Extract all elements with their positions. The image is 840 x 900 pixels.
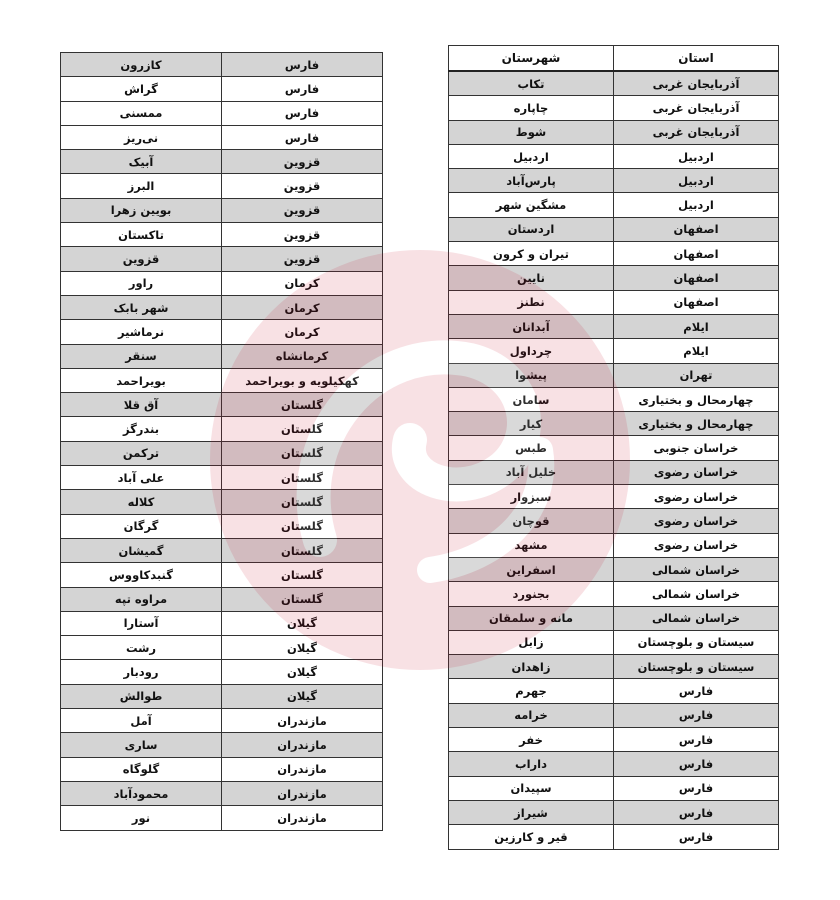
province-cell: فارس xyxy=(614,752,779,776)
province-cell: گلستان xyxy=(222,490,383,514)
city-cell: شوط xyxy=(449,120,614,144)
province-cell: فارس xyxy=(222,53,383,77)
province-cell: ایلام xyxy=(614,314,779,338)
city-cell: سبزوار xyxy=(449,485,614,509)
city-cell: خرامه xyxy=(449,703,614,727)
province-cell: کرمانشاه xyxy=(222,344,383,368)
province-cell: اصفهان xyxy=(614,266,779,290)
table-row xyxy=(61,125,383,149)
table-row xyxy=(61,781,383,805)
province-cell: گلستان xyxy=(222,393,383,417)
province-cell: سیستان و بلوچستان xyxy=(614,655,779,679)
province-cell: خراسان رضوی xyxy=(614,509,779,533)
city-cell: سنقر xyxy=(61,344,222,368)
table-row xyxy=(61,393,383,417)
city-cell: گراش xyxy=(61,77,222,101)
table-row xyxy=(61,150,383,174)
table-row xyxy=(61,636,383,660)
table-row xyxy=(449,752,779,776)
city-cell: چاپاره xyxy=(449,96,614,120)
table-row xyxy=(61,198,383,222)
table-row xyxy=(61,587,383,611)
table-row xyxy=(61,247,383,271)
table-row xyxy=(449,800,779,824)
table-row xyxy=(449,242,779,266)
city-cell: کلاله xyxy=(61,490,222,514)
table-row xyxy=(61,490,383,514)
province-cell: چهارمحال و بختیاری xyxy=(614,412,779,436)
table-row xyxy=(449,290,779,314)
table-row xyxy=(449,169,779,193)
city-cell: بجنورد xyxy=(449,582,614,606)
table-row xyxy=(449,509,779,533)
province-cell: خراسان رضوی xyxy=(614,485,779,509)
city-cell: تاکستان xyxy=(61,223,222,247)
table-row xyxy=(61,295,383,319)
city-cell: رشت xyxy=(61,636,222,660)
table-row xyxy=(61,344,383,368)
city-cell: بویراحمد xyxy=(61,368,222,392)
table-row xyxy=(61,223,383,247)
city-cell: خلیل آباد xyxy=(449,460,614,484)
province-cell: گیلان xyxy=(222,684,383,708)
table-row xyxy=(61,368,383,392)
table-row xyxy=(61,441,383,465)
city-cell: ساری xyxy=(61,733,222,757)
province-cell: فارس xyxy=(614,776,779,800)
province-cell: خراسان شمالی xyxy=(614,606,779,630)
province-cell: مازندران xyxy=(222,757,383,781)
table-row xyxy=(61,514,383,538)
city-cell: علی آباد xyxy=(61,466,222,490)
province-cell: مازندران xyxy=(222,781,383,805)
table-row xyxy=(61,271,383,295)
city-cell: پارس‌آباد xyxy=(449,169,614,193)
province-cell: ایلام xyxy=(614,339,779,363)
province-cell: گیلان xyxy=(222,611,383,635)
table-row xyxy=(449,606,779,630)
table-row xyxy=(449,144,779,168)
table-row xyxy=(61,53,383,77)
city-cell: گنبدکاووس xyxy=(61,563,222,587)
city-cell: قزوین xyxy=(61,247,222,271)
city-cell: البرز xyxy=(61,174,222,198)
province-cell: اصفهان xyxy=(614,242,779,266)
city-cell: آبیک xyxy=(61,150,222,174)
province-cell: خراسان رضوی xyxy=(614,460,779,484)
table-row xyxy=(61,563,383,587)
table-row xyxy=(449,679,779,703)
city-cell: گمیشان xyxy=(61,538,222,562)
table-row xyxy=(449,266,779,290)
table-row xyxy=(449,825,779,849)
table-row xyxy=(449,728,779,752)
table-row xyxy=(449,363,779,387)
province-cell: خراسان شمالی xyxy=(614,582,779,606)
province-cell: گلستان xyxy=(222,587,383,611)
province-cell: تهران xyxy=(614,363,779,387)
province-cell: مازندران xyxy=(222,709,383,733)
province-cell: فارس xyxy=(222,77,383,101)
city-cell: مشگین شهر xyxy=(449,193,614,217)
city-cell: کیار xyxy=(449,412,614,436)
province-cell: فارس xyxy=(614,800,779,824)
city-cell: محمودآباد xyxy=(61,781,222,805)
province-cell: خراسان شمالی xyxy=(614,557,779,581)
table-row xyxy=(61,684,383,708)
header-city: شهرستان xyxy=(449,46,614,72)
right-table xyxy=(448,45,779,850)
city-cell: جهرم xyxy=(449,679,614,703)
city-cell: گرگان xyxy=(61,514,222,538)
table-row xyxy=(61,611,383,635)
city-cell: نی‌ریز xyxy=(61,125,222,149)
table-row xyxy=(449,630,779,654)
province-cell: کرمان xyxy=(222,295,383,319)
city-cell: مانه و سلمقان xyxy=(449,606,614,630)
city-cell: شیراز xyxy=(449,800,614,824)
city-cell: اردستان xyxy=(449,217,614,241)
province-cell: گلستان xyxy=(222,441,383,465)
table-row xyxy=(61,174,383,198)
province-cell: قزوین xyxy=(222,247,383,271)
left-table xyxy=(60,52,383,831)
city-cell: طوالش xyxy=(61,684,222,708)
province-cell: فارس xyxy=(222,101,383,125)
city-cell: طبس xyxy=(449,436,614,460)
city-cell: زابل xyxy=(449,630,614,654)
table-row xyxy=(449,120,779,144)
city-cell: آمل xyxy=(61,709,222,733)
city-cell: رودبار xyxy=(61,660,222,684)
province-cell: گیلان xyxy=(222,636,383,660)
province-cell: فارس xyxy=(222,125,383,149)
city-cell: خفر xyxy=(449,728,614,752)
province-cell: گلستان xyxy=(222,563,383,587)
table-row xyxy=(449,412,779,436)
table-row xyxy=(61,806,383,830)
table-row xyxy=(61,757,383,781)
right-table-body xyxy=(449,71,779,849)
city-cell: گلوگاه xyxy=(61,757,222,781)
city-cell: کازرون xyxy=(61,53,222,77)
province-cell: سیستان و بلوچستان xyxy=(614,630,779,654)
table-row xyxy=(449,557,779,581)
province-cell: اصفهان xyxy=(614,290,779,314)
city-cell: سپیدان xyxy=(449,776,614,800)
city-cell: مشهد xyxy=(449,533,614,557)
province-cell: کرمان xyxy=(222,271,383,295)
table-row xyxy=(61,466,383,490)
city-cell: شهر بابک xyxy=(61,295,222,319)
table-row xyxy=(449,582,779,606)
table-row xyxy=(61,660,383,684)
province-cell: خراسان رضوی xyxy=(614,533,779,557)
province-cell: خراسان جنوبی xyxy=(614,436,779,460)
city-cell: بندرگز xyxy=(61,417,222,441)
table-row xyxy=(61,417,383,441)
province-cell: فارس xyxy=(614,679,779,703)
table-row xyxy=(61,709,383,733)
table-row xyxy=(449,436,779,460)
city-cell: قیر و کارزین xyxy=(449,825,614,849)
province-cell: قزوین xyxy=(222,174,383,198)
province-cell: آذربایجان غربی xyxy=(614,96,779,120)
province-cell: کهکیلویه و بویراحمد xyxy=(222,368,383,392)
province-cell: چهارمحال و بختیاری xyxy=(614,387,779,411)
province-cell: اردبیل xyxy=(614,169,779,193)
table-row xyxy=(449,71,779,96)
city-cell: نطنز xyxy=(449,290,614,314)
city-cell: پیشوا xyxy=(449,363,614,387)
table-row xyxy=(449,703,779,727)
table-row xyxy=(449,193,779,217)
table-row xyxy=(61,101,383,125)
table-header-row xyxy=(449,46,779,72)
table-row xyxy=(449,387,779,411)
city-cell: راور xyxy=(61,271,222,295)
table-row xyxy=(449,339,779,363)
city-cell: مراوه تپه xyxy=(61,587,222,611)
city-cell: تکاب xyxy=(449,71,614,96)
table-row xyxy=(449,314,779,338)
city-cell: نور xyxy=(61,806,222,830)
province-cell: گلستان xyxy=(222,417,383,441)
city-cell: قوچان xyxy=(449,509,614,533)
table-row xyxy=(449,460,779,484)
province-cell: گلستان xyxy=(222,514,383,538)
province-cell: گلستان xyxy=(222,538,383,562)
table-row xyxy=(61,733,383,757)
city-cell: آق قلا xyxy=(61,393,222,417)
city-cell: آستارا xyxy=(61,611,222,635)
city-cell: اسفراین xyxy=(449,557,614,581)
city-cell: اردبیل xyxy=(449,144,614,168)
province-cell: اردبیل xyxy=(614,144,779,168)
city-cell: چرداول xyxy=(449,339,614,363)
province-cell: گلستان xyxy=(222,466,383,490)
province-cell: قزوین xyxy=(222,223,383,247)
table-row xyxy=(449,533,779,557)
province-cell: مازندران xyxy=(222,806,383,830)
city-cell: تیران و کرون xyxy=(449,242,614,266)
table-row xyxy=(449,655,779,679)
province-cell: اصفهان xyxy=(614,217,779,241)
city-cell: آبدانان xyxy=(449,314,614,338)
city-cell: سامان xyxy=(449,387,614,411)
header-province: استان xyxy=(614,46,779,72)
city-cell: نایین xyxy=(449,266,614,290)
province-cell: مازندران xyxy=(222,733,383,757)
province-cell: اردبیل xyxy=(614,193,779,217)
city-cell: نرماشیر xyxy=(61,320,222,344)
table-row xyxy=(61,320,383,344)
province-cell: فارس xyxy=(614,728,779,752)
province-cell: قزوین xyxy=(222,198,383,222)
city-cell: بویین زهرا xyxy=(61,198,222,222)
city-cell: ممسنی xyxy=(61,101,222,125)
left-table-body xyxy=(61,53,383,831)
province-cell: فارس xyxy=(614,703,779,727)
province-cell: قزوین xyxy=(222,150,383,174)
table-row xyxy=(449,96,779,120)
city-cell: زاهدان xyxy=(449,655,614,679)
table-row xyxy=(61,538,383,562)
table-row xyxy=(61,77,383,101)
province-cell: کرمان xyxy=(222,320,383,344)
province-cell: گیلان xyxy=(222,660,383,684)
province-cell: آذربایجان غربی xyxy=(614,120,779,144)
city-cell: داراب xyxy=(449,752,614,776)
city-cell: ترکمن xyxy=(61,441,222,465)
province-cell: آذربایجان غربی xyxy=(614,71,779,96)
table-row xyxy=(449,485,779,509)
table-row xyxy=(449,217,779,241)
province-cell: فارس xyxy=(614,825,779,849)
table-row xyxy=(449,776,779,800)
